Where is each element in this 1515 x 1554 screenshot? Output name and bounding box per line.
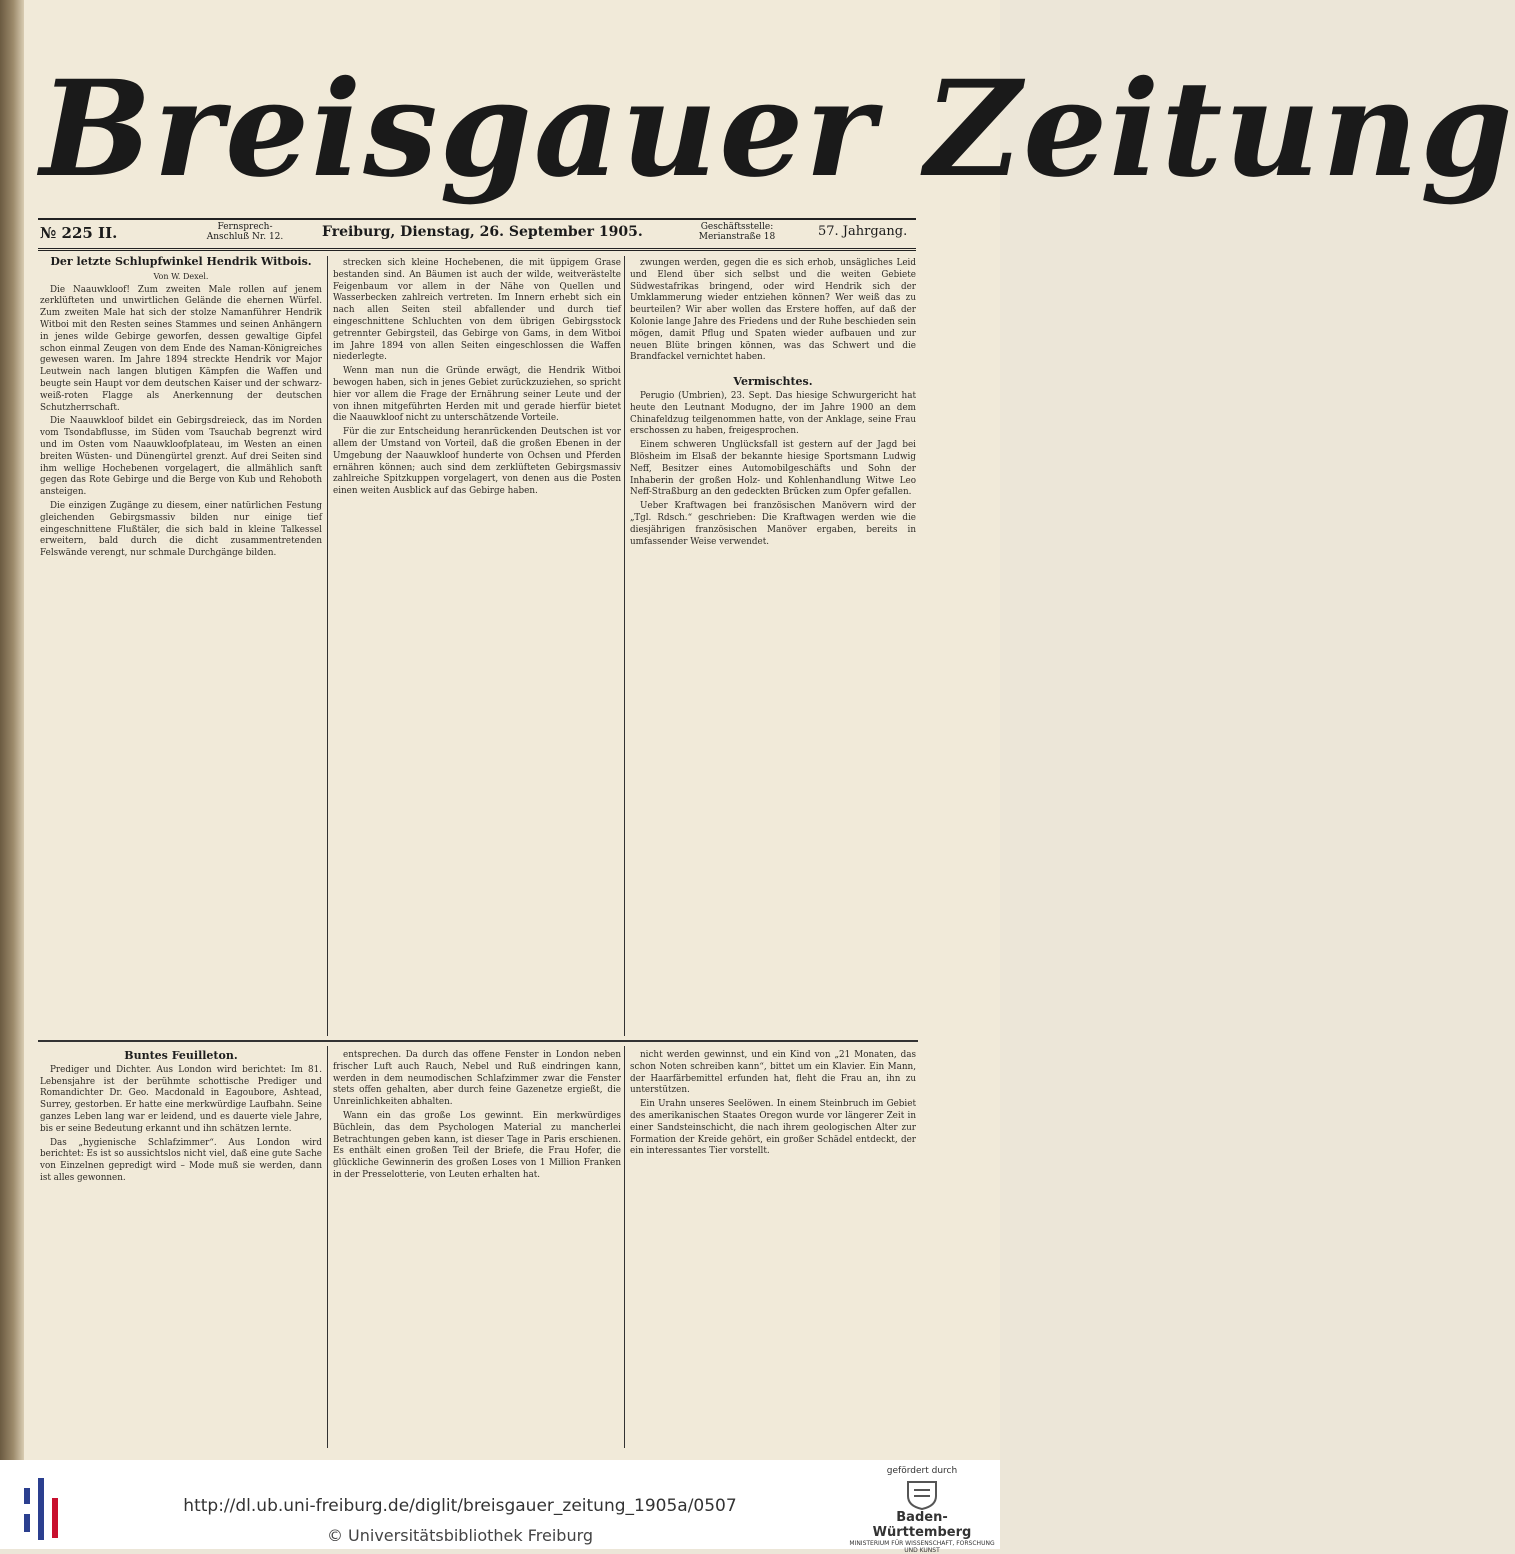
right-column <box>630 258 916 1036</box>
place-date: Freiburg, Dienstag, 26. September 1905. <box>322 224 643 240</box>
feuilleton-column-2 <box>333 1050 621 1448</box>
paragraph: zwungen werden, gegen die es sich erhob, unsägliches Leid und Elend über sich selbst und die weiten Gebiete Südwestafrikas bringend, oder wird Hendrik sich der Umklammerung wieder entziehen können? Wer weiß das zu beurteilen? Wir aber wollen das Erstere hoffen, auf daß der Kolonie lange Jahre des Friedens und der Ruhe beschieden sein mögen, damit Pflug und Spaten wieder aufbauen und zur neuen Blüte bringen können, was das Schwert und die Brandfackel vernichtet haben. <box>630 258 916 363</box>
main-article-heading: Der letzte Schlupfwinkel Hendrik Witbois. <box>50 255 312 268</box>
column-rule <box>327 1046 328 1448</box>
funder-name: Baden-Württemberg <box>872 1510 972 1540</box>
main-article <box>40 256 322 1036</box>
paragraph: Wann ein das große Los gewinnt. Ein merkwürdiges Büchlein, das dem Psychologen Material zu mancherlei Betrachtungen geben kann, ist dieser Tage in Paris erschienen. Es enthält einen großen Teil der Briefe, die Frau Hofer, die glückliche Gewinnerin des großen Loses von 1 Million Franken in der Presselotterie, von Leuten erhalten hat. <box>333 1110 621 1180</box>
book-spine <box>0 0 24 1460</box>
funder-ministry: MINISTERIUM FÜR WISSENSCHAFT, FORSCHUNG UND KUNST <box>849 1540 995 1554</box>
paragraph: Die Naauwkloof bildet ein Gebirgsdreieck, das im Norden vom Tsondabflusse, im Süden vom Tsauchab begrenzt wird und im Osten vom Naauwkloofplateau, im Westen an einen breiten Wüsten- und Dünengürtel grenzt. Auf drei Seiten sind ihm wellige Hochebenen vorgelagert, die allmählich sanft gegen das Rote Gebirge und die Berge von Kub und Rehoboth ansteigen. <box>40 416 322 498</box>
dateline-bar <box>38 218 916 251</box>
paragraph: Die Naauwkloof! Zum zweiten Male rollen auf jenem zerklüfteten und unwirtlichen Gelände die ehernen Würfel. Zum zweiten Male hat sich der stolze Namanführer Hendrik Witboi mit den Resten seines Stammes und seinen Anhängern in jenes wilde Gebirge geworfen, dessen gewaltige Gipfel schon einmal Zeugen von dem Ende des Naman-Königreiches gewesen waren. Im Jahre 1894 streckte Hendrik vor Major Leutwein nach langen blutigen Kämpfen die Waffen und beugte sein Haupt vor dem deutschen Kaiser und der schwarz-weiß-roten Flagge als Anerkennung der deutschen Schutzherrschaft. <box>40 284 322 413</box>
feuilleton-divider <box>38 1040 918 1042</box>
newspaper-masthead: Breisgauer Zeitung <box>40 52 1515 207</box>
issue-number: № 225 II. <box>40 224 118 242</box>
misc-heading: Vermischtes. <box>733 375 813 389</box>
copyright-notice: © Universitätsbibliothek Freiburg <box>326 1526 594 1545</box>
paragraph: Einem schweren Unglücksfall ist gestern auf der Jagd bei Blösheim im Elsaß der bekannte hiesige Sportsmann Ludwig Neff, Besitzer eines Automobilgeschäfts und Sohn der Inhaberin der großen Holz- und Kohlenhandlung Witwe Leo Neff-Straßburg an den gedeckten Brücken zum Opfer gefallen. <box>630 440 916 498</box>
paragraph: Wenn man nun die Gründe erwägt, die Hendrik Witboi bewogen haben, sich in jenes Gebiet zurückzuziehen, so spricht hier vor allem die Frage der Ernährung seiner Leute und der von ihnen mitgeführten Herden mit und gerade hierfür bietet die Naauwkloof nicht zu unterschätzende Vorteile. <box>333 366 621 424</box>
phone-number: Fernsprech-Anschluß Nr. 12. <box>206 222 284 242</box>
paragraph: Das „hygienische Schlafzimmer“. Aus London wird berichtet: Es ist so aussichtslos nicht viel, daß eine gute Sache von Einzelnen gepredigt wird – Mode muß sie werden, dann ist alles gewonnen. <box>40 1137 322 1183</box>
paragraph: strecken sich kleine Hochebenen, die mit üppigem Grase bestanden sind. An Bäumen ist auch der wilde, weitverästelte Feigenbaum vor allem in der Nähe von Quellen und Wasserbecken zahlreich vertreten. Im Innern erhebt sich ein nach allen Seiten steil abfallender und durch tief eingeschnittene Schluchten von dem übrigen Gebirgsstock getrennter Gebirgsteil, das Gebirge von Gams, in dem Witboi im Jahre 1894 von allen Seiten eingeschlossen die Waffen niederlegte. <box>333 258 621 363</box>
paragraph: nicht werden gewinnst, und ein Kind von „21 Monaten, das schon Noten schreiben kann“, bittet um ein Klavier. Ein Mann, der Haarfärbemittel erfunden hat, fleht die Frau an, ihn zu unterstützen. <box>630 1050 916 1096</box>
paragraph: Ein Urahn unseres Seelöwen. In einem Steinbruch im Gebiet des amerikanischen Staates Oregon wurde vor längerer Zeit in einer Sandsteinschicht, die nach ihrem geologischen Alter zur Formation der Kreide gehört, ein großer Schädel entdeckt, der ein interessantes Tier vorstellt. <box>630 1099 916 1157</box>
paragraph: Für die zur Entscheidung heranrückenden Deutschen ist vor allem der Umstand von Vorteil, daß die großen Ebenen in der Umgebung der Naauwkloof hunderte von Ochsen und Pferden ernähren können; auch sind dem zerklüfteten Gebirgsmassiv zahlreiche Spitzkuppen vorgelagert, von denen aus die Posten einen weiten Ausblick auf das Gebirge haben. <box>333 427 621 497</box>
main-article-continued <box>333 258 621 1036</box>
funder-block <box>848 1466 996 1554</box>
main-article-byline: Von W. Dexel. <box>153 271 209 281</box>
paragraph: Prediger und Dichter. Aus London wird berichtet: Im 81. Lebensjahre ist der berühmte schottische Prediger und Romandichter Dr. Geo. Macdonald in Eagoubore, Ashtead, Surrey, gestorben. Er hatte eine merkwürdige Laufbahn. Seine ganzes Leben lang war er leidend, und es dauerte viele Jahre, bis er seine Bedeutung erkannt und ihn schätzen lernte. <box>40 1064 322 1134</box>
paragraph: Ueber Kraftwagen bei französischen Manövern wird der „Tgl. Rdsch.“ geschrieben: Die Kraftwagen werden wie die diesjährigen französischen Manöver ergaben, bereits in umfassender Weise verwendet. <box>630 501 916 547</box>
column-rule <box>624 256 625 1036</box>
permalink-url[interactable]: http://dl.ub.uni-freiburg.de/diglit/breisgauer_zeitung_1905a/0507 <box>183 1496 737 1516</box>
column-rule <box>624 1046 625 1448</box>
paragraph: entsprechen. Da durch das offene Fenster in London neben frischer Luft auch Rauch, Nebel und Ruß eindringen kann, werden in dem neumodischen Schlafzimmer zwar die Fenster stets offen gehalten, aber durch feine Gazenetze ergießt, die Unreinlichkeiten abhalten. <box>333 1050 621 1108</box>
office-address: Geschäftsstelle: Merianstraße 18 <box>698 222 776 242</box>
funder-line: gefördert durch <box>886 1466 958 1476</box>
column-rule <box>327 256 328 1036</box>
volume-year: 57. Jahrgang. <box>818 224 908 239</box>
paragraph: Die einzigen Zugänge zu diesem, einer natürlichen Festung gleichenden Gebirgsmassiv bilden nur einige tief eingeschnittene Flußtäler, die sich bald in kleine Talkessel erweitern, bald durch die dicht zusammentretenden Felswände verengt, nur schmale Durchgänge bilden. <box>40 500 322 559</box>
paragraph: Perugio (Umbrien), 23. Sept. Das hiesige Schwurgericht hat heute den Leutnant Modugno, der im Jahre 1900 an dem Chinafeldzug teilgenommen hatte, von der Anklage, seine Frau erschossen zu haben, freigesprochen. <box>630 390 916 437</box>
feuilleton-column <box>40 1050 322 1448</box>
baden-wuerttemberg-crest-icon <box>902 1480 942 1510</box>
feuilleton-column-3 <box>630 1050 916 1448</box>
feuilleton-heading: Buntes Feuilleton. <box>124 1049 238 1062</box>
